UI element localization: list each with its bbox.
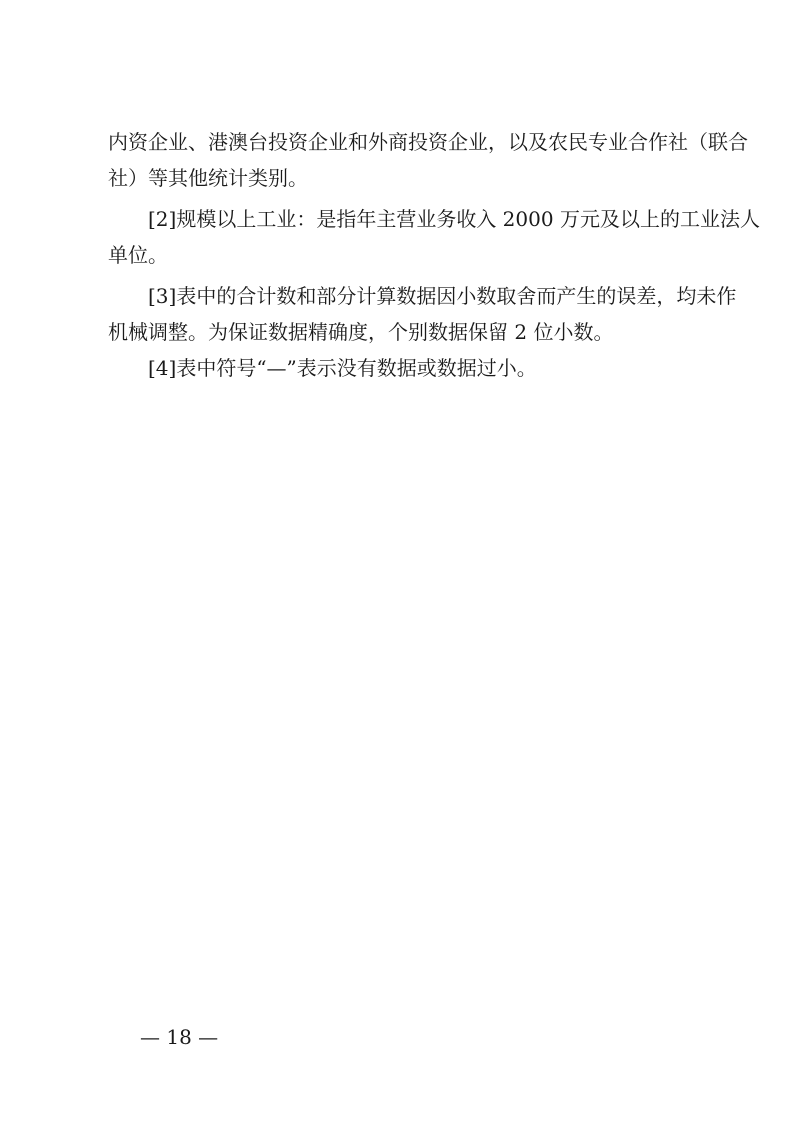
- note-4-paragraph: [108, 350, 688, 386]
- page-number: — 18 —: [140, 1025, 219, 1049]
- note-4-line-1: [4]表中符号“—”表示没有数据或数据过小。: [148, 356, 537, 380]
- notes-body: [108, 124, 760, 386]
- paragraph-1-line-2: 社）等其他统计类别。: [108, 166, 308, 190]
- paragraph-1: [108, 124, 748, 196]
- note-2-line-2: 单位。: [108, 243, 168, 267]
- note-2-line-1: [2]规模以上工业：是指年主营业务收入 2000 万元及以上的工业法人: [148, 207, 760, 231]
- note-3-paragraph: [108, 278, 737, 350]
- note-3-line-1: [3]表中的合计数和部分计算数据因小数取舍而产生的误差，均未作: [148, 284, 737, 308]
- note-2-paragraph: [108, 201, 760, 273]
- note-3-line-2: 机械调整。为保证数据精确度，个别数据保留 2 位小数。: [108, 320, 614, 344]
- paragraph-1-line-1: 内资企业、港澳台投资企业和外商投资企业，以及农民专业合作社（联合: [108, 130, 748, 154]
